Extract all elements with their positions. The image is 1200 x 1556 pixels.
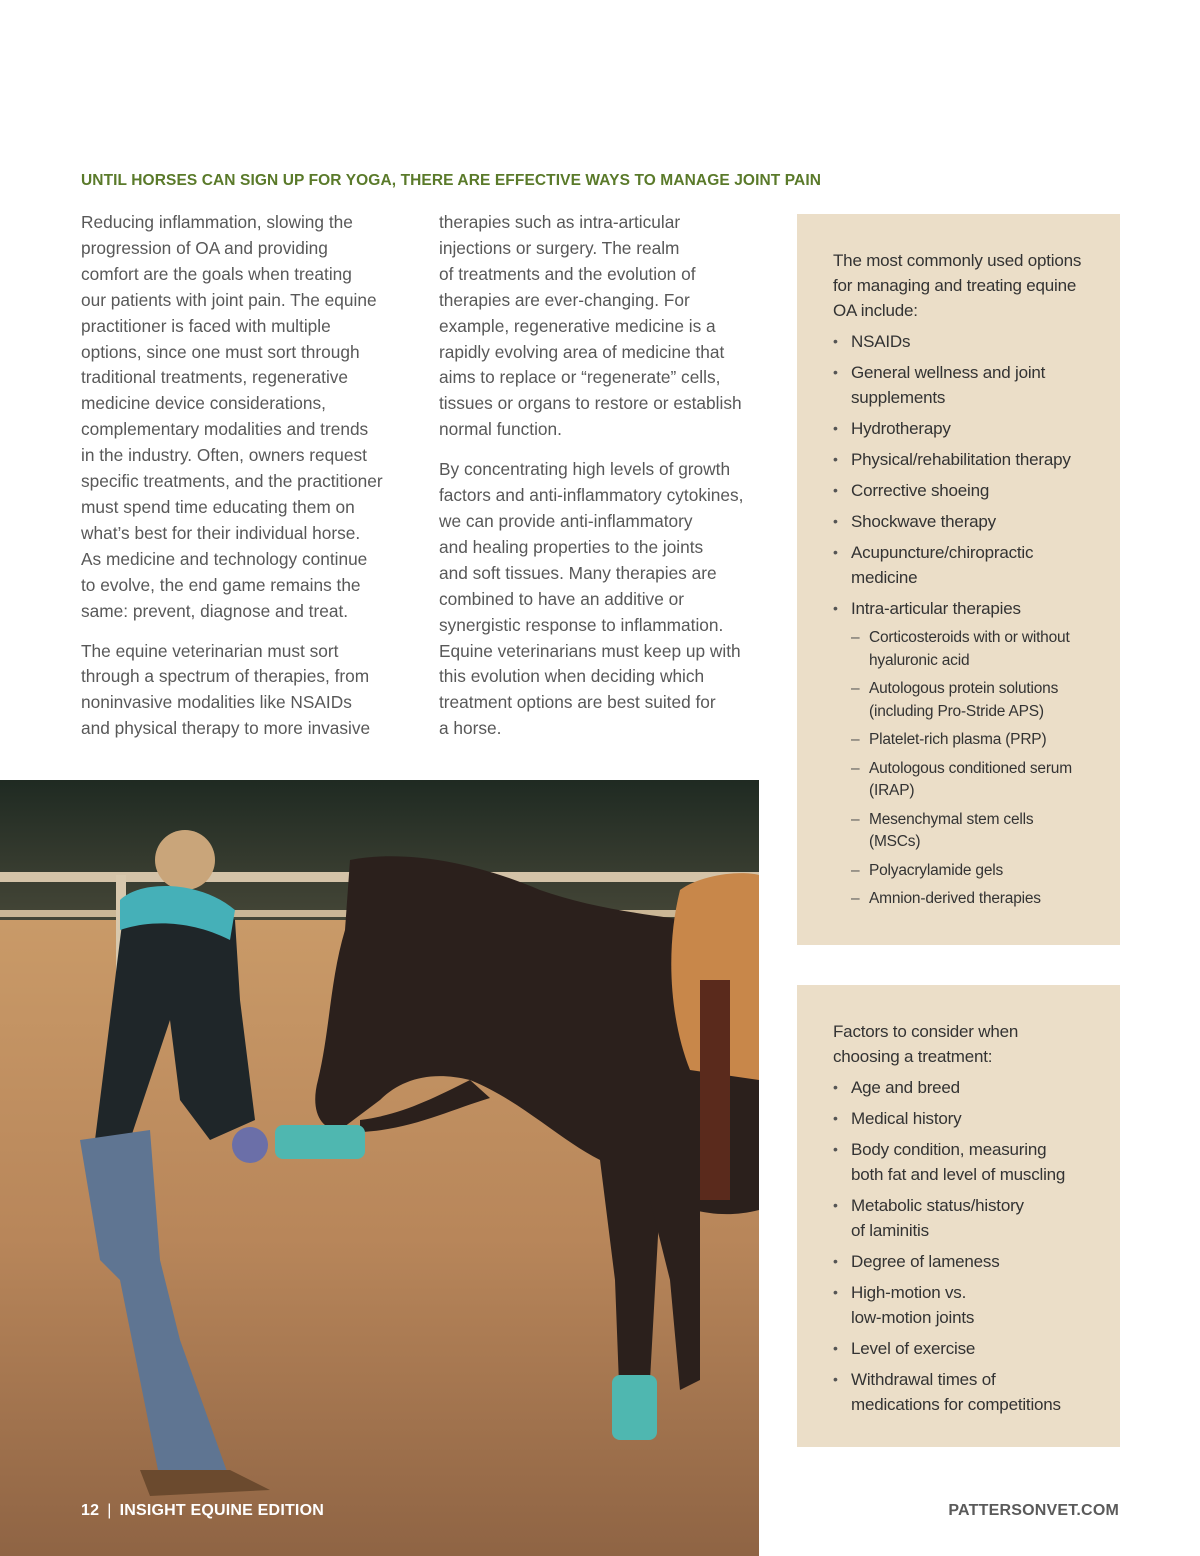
list-item: • Corrective shoeing — [833, 478, 1100, 503]
paragraph: therapies such as intra-articular injections or surgery. The realm of treatments and the evolution of therapies are ever-changing. For example, regenerative medicine is a rapidly evolving area of medicine that aims to replace or “regenerate” cells, tissues or organs to restore or establish normal function. — [439, 212, 742, 440]
list-item: • Medical history — [833, 1106, 1100, 1131]
list-item: • Age and breed — [833, 1075, 1100, 1100]
footer-website[interactable]: PATTERSONVET.COM — [948, 1502, 1119, 1519]
footer-separator: | — [107, 1502, 112, 1519]
page-number: 12 — [81, 1502, 100, 1519]
sub-list-item: – Corticosteroids with or without hyaluronic acid — [833, 627, 1100, 672]
list-item: • General wellness and joint supplements — [833, 360, 1100, 410]
list-item: • Body condition, measuring both fat and level of muscling — [833, 1137, 1100, 1187]
paragraph: Reducing inflammation, slowing the progression of OA and providing comfort are the goals when treating our patients with joint pain. The equine practitioner is faced with multiple options, since one must sort through traditional treatments, regenerative medicine device considerations, complementary modalities and trends in the industry. Often, owners request specific treatments, and the practitioner must spend time educating them on what’s best for their individual horse. As medicine and technology continue to evolve, the end game remains the same: prevent, diagnose and treat. — [81, 212, 383, 621]
sidebar-intro: Factors to consider when choosing a treatment: — [833, 1022, 1019, 1066]
list-item: • Level of exercise — [833, 1336, 1100, 1361]
list-item: • Hydrotherapy — [833, 416, 1100, 441]
sub-list-item: – Polyacrylamide gels — [833, 860, 1100, 883]
article-column-1 — [81, 210, 411, 756]
treatment-options-sidebar — [797, 214, 1120, 945]
footer-publication — [81, 1502, 324, 1520]
treatment-factors-list — [833, 1075, 1100, 1417]
list-item: • Intra-articular therapies — [833, 596, 1100, 621]
list-item: • Degree of lameness — [833, 1249, 1100, 1274]
article-column-2 — [439, 210, 769, 756]
sub-list-item: – Autologous conditioned serum (IRAP) — [833, 758, 1100, 803]
paragraph: The equine veterinarian must sort through a spectrum of therapies, from noninvasive modalities like NSAIDs and physical therapy to more invasive — [81, 640, 371, 739]
list-item: • Withdrawal times of medications for competitions — [833, 1367, 1100, 1417]
sub-list-item: – Autologous protein solutions (including Pro-Stride APS) — [833, 678, 1100, 723]
list-item: • Shockwave therapy — [833, 509, 1100, 534]
treatment-factors-sidebar — [797, 985, 1120, 1447]
paragraph: By concentrating high levels of growth factors and anti-inflammatory cytokines, we can provide anti-inflammatory and healing properties to the joints and soft tissues. Many therapies are combined to have an additive or synergistic response to inflammation. Equine veterinarians must keep up with this evolution when deciding which treatment options are best suited for a horse. — [439, 459, 744, 739]
list-item: • High-motion vs. low-motion joints — [833, 1280, 1100, 1330]
horse-stretch-photo — [0, 780, 759, 1556]
sub-list-item: – Platelet-rich plasma (PRP) — [833, 729, 1100, 752]
publication-name: INSIGHT EQUINE EDITION — [119, 1502, 324, 1519]
sub-list-item: – Mesenchymal stem cells (MSCs) — [833, 809, 1100, 854]
sub-list-item: – Amnion-derived therapies — [833, 888, 1100, 911]
list-item: • NSAIDs — [833, 329, 1100, 354]
section-headline: UNTIL HORSES CAN SIGN UP FOR YOGA, THERE ARE EFFECTIVE WAYS TO MANAGE JOINT PAIN — [81, 172, 822, 189]
treatment-options-list — [833, 329, 1100, 911]
sidebar-intro: The most commonly used options for managing and treating equine OA include: — [833, 251, 1082, 320]
list-item: • Metabolic status/history of laminitis — [833, 1193, 1100, 1243]
list-item: • Physical/rehabilitation therapy — [833, 447, 1100, 472]
list-item: • Acupuncture/chiropractic medicine — [833, 540, 1100, 590]
